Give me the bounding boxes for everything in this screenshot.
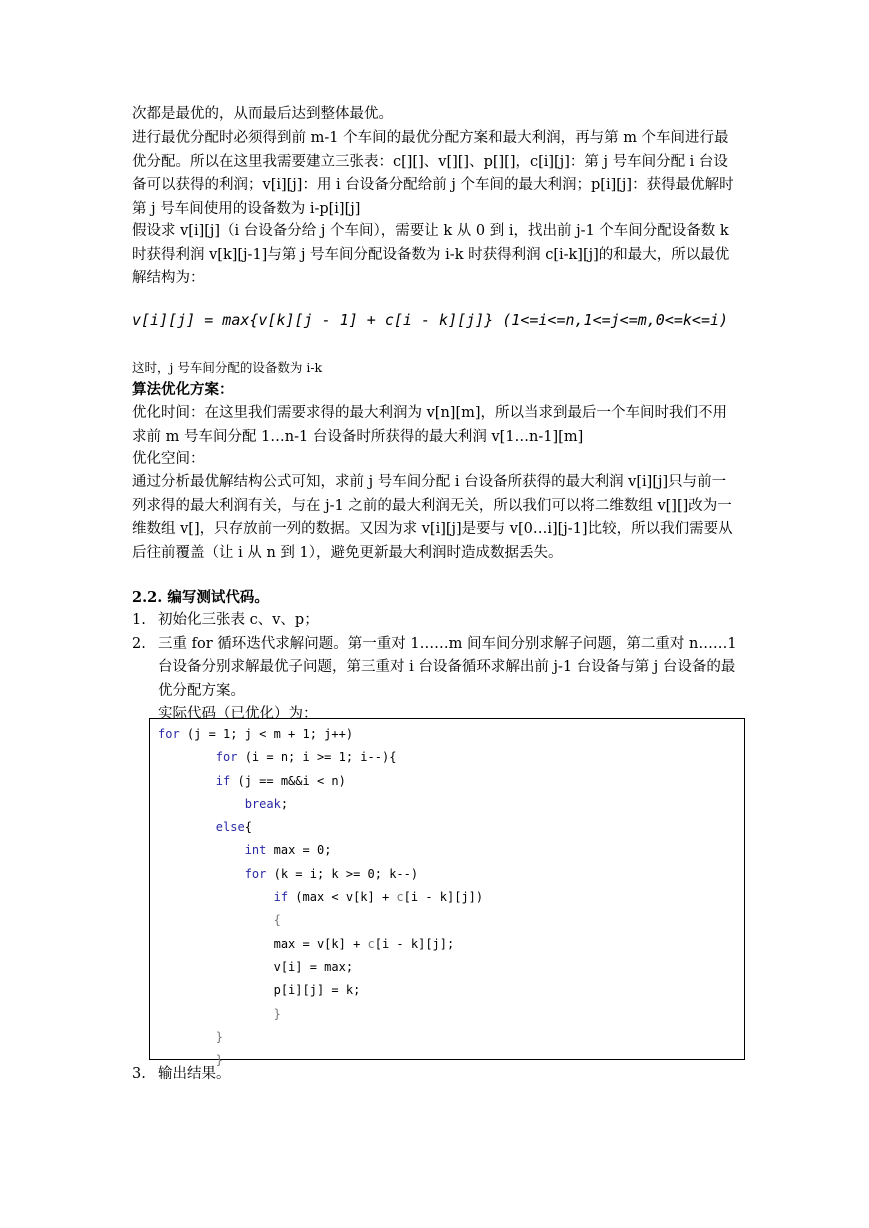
code-line: p[i][j] = k; (158, 983, 361, 998)
optimization-space-label: 优化空间： (132, 451, 205, 467)
paragraph-tables: 进行最优分配时必须得到前 m-1 个车间的最优分配方案和最大利润，再与第 m 个车间进行最优分配。所以在这里我需要建立三张表：c[][]、v[][]、p[][]，c[i][j]：第 j 号车间分配 i 台设备可以获得的利润；v[i][j]：用 i 台设备分配给前 j 个车间的最大利润；p[i][j]：获得最优解时第 j 号车间使用的设备数为 i-p[i][j] (132, 130, 734, 217)
code-line: v[i] = max; (158, 959, 354, 974)
code-line: for (i = n; i >= 1; i--){ (215, 750, 397, 765)
code-line: if (j == m&&i < n) (215, 773, 346, 788)
list-item-text: 三重 for 循环迭代求解问题。第一重对 1……m 间车间分别求解子问题，第二重对 n……1 台设备分别求解最优子问题，第三重对 i 台设备循环求解出前 j-1 台设备与第 j 台设备的最优分配方案。 (158, 635, 737, 699)
code-content (158, 723, 483, 1072)
code-line: int max = 0; (244, 843, 332, 858)
code-line: if (max < v[k] + c[i - k][j]) (273, 890, 484, 905)
code-line: { (273, 913, 281, 928)
code-line: for (j = 1; j < m + 1; j++) (158, 727, 354, 741)
code-line: } (273, 1006, 281, 1021)
list-item-number: 3. (132, 1066, 146, 1082)
code-line: max = v[k] + c[i - k][j]; (158, 936, 455, 951)
paragraph-assumption: 假设求 v[i][j]（i 台设备分给 j 个车间），需要让 k 从 0 到 i，找出前 j-1 个车间分配设备数 k 时获得利润 v[k][j-1]与第 j 号车间分配设备数为 i-k 时获得利润 c[i-k][j]的和最大，所以最优解结构为： (132, 223, 730, 286)
list-item-number: 2. (132, 635, 146, 652)
optimal-structure-formula: v[i][j] = max{v[k][j - 1] + c[i - k][j]} (1<=i<=n,1<=j<=m,0<=k<=i) (132, 311, 729, 329)
list-item (132, 1063, 740, 1087)
step-list (132, 609, 740, 727)
note-allocation: 这时，j 号车间分配的设备数为 i-k (132, 360, 323, 375)
code-line: else{ (215, 820, 252, 835)
code-line: break; (244, 796, 289, 811)
list-item (132, 609, 740, 633)
code-label: 实际代码（已优化）为： (158, 706, 318, 722)
optimization-heading: 算法优化方案： (132, 381, 234, 398)
step-list-end (132, 1063, 740, 1087)
list-item (132, 633, 740, 704)
code-block (149, 718, 745, 1068)
code-line: for (k = i; k >= 0; k--) (244, 866, 419, 881)
paragraph-intro: 次都是最优的，从而最后达到整体最优。 (132, 106, 393, 122)
list-item-number: 1. (132, 612, 146, 628)
section-heading: 2.2. 编写测试代码。 (132, 589, 269, 606)
list-item-text: 初始化三张表 c、v、p； (158, 612, 319, 628)
code-line: } (215, 1029, 224, 1044)
optimization-space: 通过分析最优解结构公式可知，求前 j 号车间分配 i 台设备所获得的最大利润 v[i][j]只与前一列求得的最大利润有关，与在 j-1 之前的最大利润无关，所以我们可以将二维数组 v[][]改为一维数组 v[]，只存放前一列的数据。又因为求 v[i][j]是要与 v[0…i][j-1]比较，所以我们需要从后往前覆盖（让 i 从 n 到 1），避免更新最大利润时造成数据丢失。 (132, 474, 733, 561)
list-item-text: 输出结果。 (158, 1066, 231, 1082)
code-line: } (215, 1053, 224, 1068)
optimization-time: 优化时间：在这里我们需要求得的最大利润为 v[n][m]，所以当求到最后一个车间时我们不用求前 m 号车间分配 1…n-1 台设备时所获得的最大利润 v[1…n-1][m] (132, 405, 728, 445)
